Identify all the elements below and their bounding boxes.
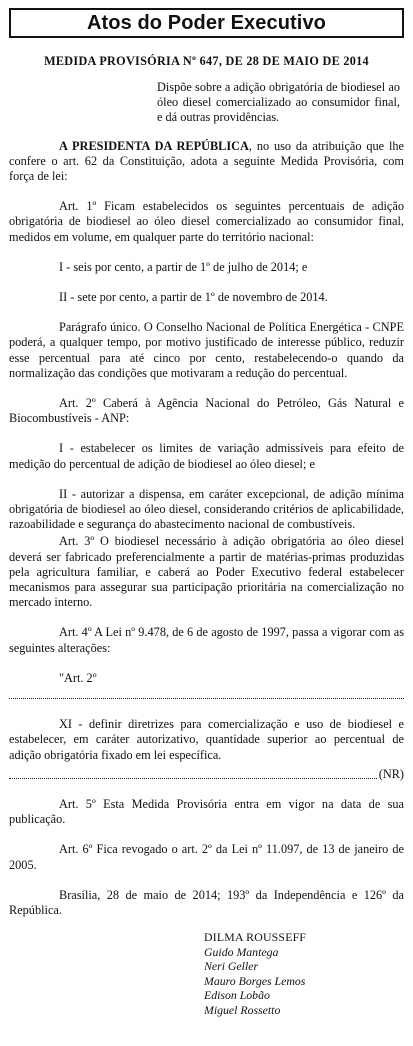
- dotted-line-nr: [9, 767, 404, 782]
- document-page: [0, 8, 413, 1046]
- paragraph-art5: Art. 5º Esta Medida Provisória entra em vigor na data de sua publicação.: [9, 796, 404, 827]
- preamble: [9, 139, 404, 185]
- paragraph-art1-item1: I - seis por cento, a partir de 1º de julho de 2014; e: [59, 259, 308, 274]
- preamble-text: , no uso da atribuição que lhe confere o art. 62 da Constituição, adota a seguinte Medida Provisória, com força de lei:: [9, 138, 404, 184]
- closing-date: Brasília, 28 de maio de 2014; 193º da Independência e 126º da República.: [9, 887, 404, 917]
- amendment-item: XI - definir diretrizes para comercialização e uso de biodiesel e estabelecer, em caráter autorizativo, quantidade superior ao percentual de adição obrigatória fixado em lei específica.: [9, 717, 404, 762]
- preamble-president: A PRESIDENTA DA REPÚBLICA: [59, 138, 249, 153]
- paragraph-art1-sole: Parágrafo único. O Conselho Nacional de Política Energética - CNPE poderá, a qualquer tempo, por motivo justificado de interesse público, reduzir esse percentual para até cinco por cento, restabelecendo-o quando da normalização das condições que motivaram a redução do percentual.: [9, 320, 404, 380]
- signature-block: [204, 930, 404, 1017]
- dotted-line: [9, 687, 404, 702]
- paragraph-art6: Art. 6º Fica revogado o art. 2º da Lei nº 11.097, de 13 de janeiro de 2005.: [9, 842, 404, 872]
- paragraph-art1: Art. 1º Ficam estabelecidos os seguintes percentuais de adição obrigatória de biodiesel ao óleo diesel comercializado ao consumidor final, medidos em volume, em qualquer parte do território nacional:: [9, 199, 404, 244]
- minister-signature: Miguel Rossetto: [204, 1002, 281, 1017]
- paragraph-art3: Art. 3º O biodiesel necessário à adição obrigatória ao óleo diesel deverá ser fabricado preferencialmente a partir de matérias-primas produzidas pela agricultura familiar, e caberá ao Poder Executivo federal estabelecer mecanismos para assegurar sua participação prioritária na comercialização no mercado interno.: [9, 534, 404, 610]
- minister-signature: Mauro Borges Lemos: [204, 973, 306, 988]
- ementa: Dispõe sobre a adição obrigatória de biodiesel ao óleo diesel comercializado ao consumidor final, e dá outras providências.: [157, 80, 400, 125]
- minister-signature: Neri Geller: [204, 959, 259, 974]
- paragraph-art2-item1: I - estabelecer os limites de variação admissíveis para efeito de medição do percentual de adição de biodiesel ao óleo diesel; e: [9, 441, 404, 471]
- minister-signature: Edison Lobão: [204, 988, 270, 1003]
- amendment-article: "Art. 2º: [59, 670, 97, 685]
- minister-signature: Guido Mantega: [204, 944, 279, 959]
- section-header: [9, 8, 404, 38]
- paragraph-art2: Art. 2º Caberá à Agência Nacional do Petróleo, Gás Natural e Biocombustíveis - ANP:: [9, 396, 404, 426]
- document-title: MEDIDA PROVISÓRIA Nº 647, DE 28 DE MAIO DE 2014: [44, 54, 369, 68]
- nr-marker: (NR): [378, 766, 404, 781]
- paragraph-art1-item2: II - sete por cento, a partir de 1º de novembro de 2014.: [59, 290, 328, 305]
- president-signature: DILMA ROUSSEFF: [204, 930, 307, 945]
- section-header-title: Atos do Poder Executivo: [86, 12, 326, 34]
- paragraph-art4: Art. 4º A Lei nº 9.478, de 6 de agosto de 1997, passa a vigorar com as seguintes alterações:: [9, 625, 404, 655]
- paragraph-art2-item2: II - autorizar a dispensa, em caráter excepcional, de adição mínima obrigatória de biodiesel ao óleo diesel, considerando critérios de aplicabilidade, razoabilidade e segurança do abastecimento nacional de combustíveis.: [9, 486, 404, 532]
